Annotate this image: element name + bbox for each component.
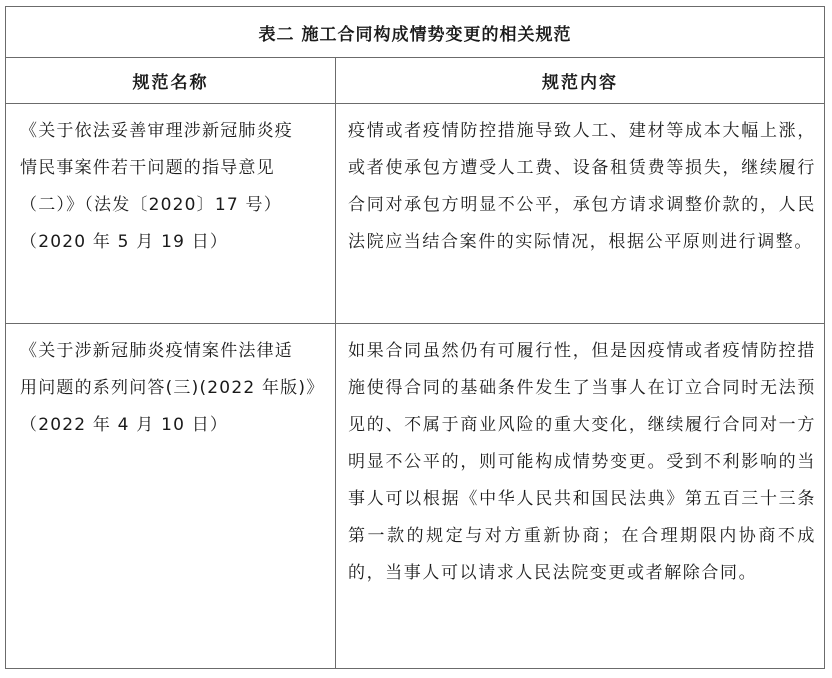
- norm-name-line: 情民事案件若干问题的指导意见: [20, 158, 275, 178]
- norm-name-line: 《关于涉新冠肺炎疫情案件法律适: [20, 341, 293, 361]
- norm-content-cell: 疫情或者疫情防控措施导致人工、建材等成本大幅上涨，或者使承包方遭受人工费、设备租赁费等损失，继续履行合同对承包方明显不公平，承包方请求调整价款的，人民法院应当结合案件的实际情况，根据公平原则进行调整。: [348, 121, 816, 252]
- header-norm-content: 规范内容: [542, 73, 618, 93]
- table-row: [6, 104, 824, 324]
- norm-date-line: （2022 年 4 月 10 日）: [20, 415, 229, 435]
- norm-content-cell: 如果合同虽然仍有可履行性，但是因疫情或者疫情防控措施使得合同的基础条件发生了当事人在订立合同时无法预见的、不属于商业风险的重大变化，继续履行合同对一方明显不公平的，则可能构成情势变更。受到不利影响的当事人可以根据《中华人民共和国民法典》第五百三十三条第一款的规定与对方重新协商；在合理期限内协商不成的，当事人可以请求人民法院变更或者解除合同。: [348, 341, 816, 583]
- norm-name-line: 用问题的系列问答(三)(2022 年版)》: [20, 378, 325, 398]
- norm-date-line: （2020 年 5 月 19 日）: [20, 232, 229, 252]
- norm-name-cell: [6, 324, 336, 668]
- norms-table: [5, 6, 825, 669]
- table-header-row: [6, 58, 824, 104]
- norm-name-cell: [6, 104, 336, 323]
- norm-name-line: 《关于依法妥善审理涉新冠肺炎疫: [20, 121, 293, 141]
- norm-name-line: （二）》（法发〔2020〕17 号）: [20, 195, 282, 215]
- header-norm-name: 规范名称: [6, 58, 336, 103]
- table-title: 表二 施工合同构成情势变更的相关规范: [6, 7, 824, 58]
- table-row: [6, 324, 824, 668]
